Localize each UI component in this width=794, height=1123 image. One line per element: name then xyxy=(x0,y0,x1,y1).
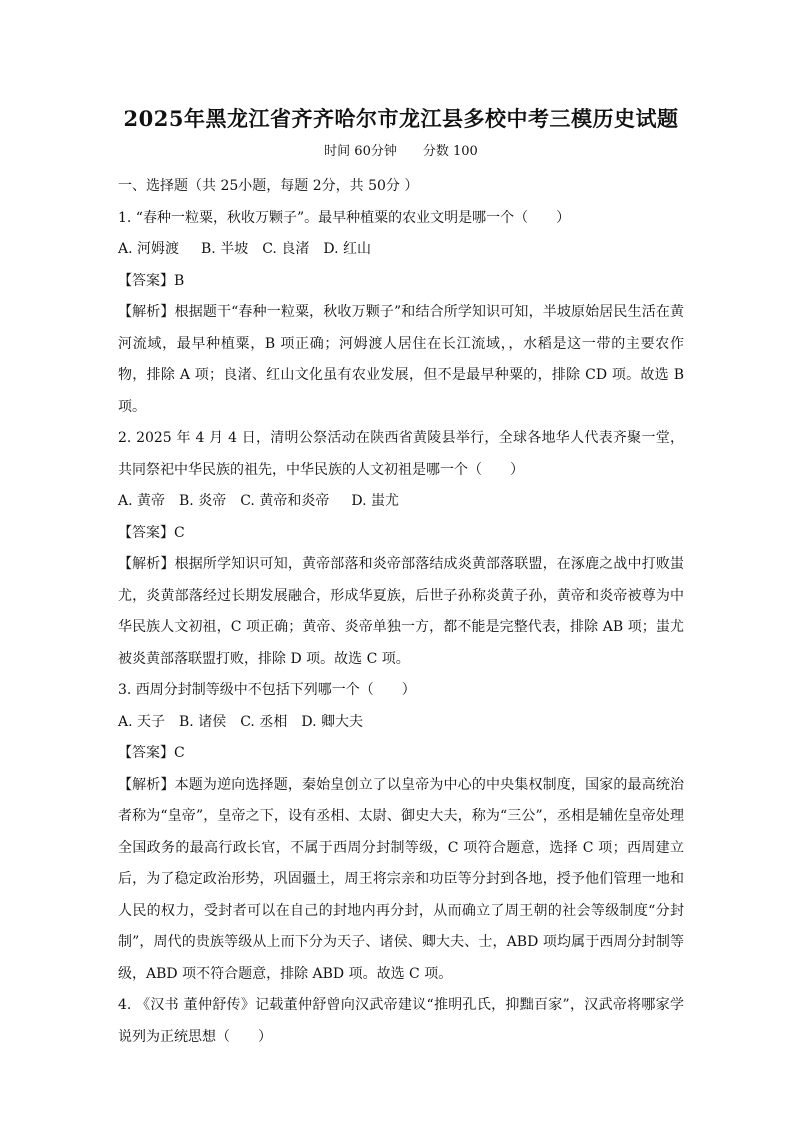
question-4 xyxy=(118,990,684,1053)
page-content xyxy=(118,106,684,1053)
question-2 xyxy=(118,423,684,675)
option-b: B. 诸侯 xyxy=(179,713,227,730)
question-options xyxy=(118,707,684,739)
exam-time: 时间 60分钟 xyxy=(324,144,397,159)
option-d: D. 卿大夫 xyxy=(301,713,363,730)
exam-meta xyxy=(118,142,684,162)
analysis: 【解析】根据题干“春种一粒粟，秋收万颗子”和结合所学知识可知，半坡原始居民生活在黄河流域，最早种植粟，B 项正确；河姆渡人居住在长江流域，，水稻是这一带的主要农作物，排除 A 项；良渚、红山文化虽有农业发展，但不是最早种粟的，排除 CD 项。故选 B 项。 xyxy=(118,304,684,415)
option-b: B. 半坡 xyxy=(201,241,249,257)
option-c: C. 良渚 xyxy=(262,241,310,257)
option-a: A. 天子 xyxy=(118,713,166,730)
question-options xyxy=(118,234,684,266)
question-options xyxy=(118,486,684,518)
option-d: D. 蚩尤 xyxy=(351,493,399,509)
question-stem: 2. 2025 年 4 月 4 日，清明公祭活动在陕西省黄陵县举行，全球各地华人代表齐聚一堂，共同祭祀中华民族的祖先，中华民族的人文初祖是哪一个（ ） xyxy=(118,430,684,478)
option-d: D. 红山 xyxy=(323,241,371,257)
answer: 【答案】C xyxy=(118,745,185,761)
analysis: 【解析】本题为逆向选择题，秦始皇创立了以皇帝为中心的中央集权制度，国家的最高统治者称为“皇帝”，皇帝之下，设有丞相、太尉、御史大夫，称为“三公”，丞相是辅佐皇帝处理全国政务的最高行政长官，不属于西周分封制等级，C 项符合题意，选择 C 项；西周建立后，为了稳定政治形势，巩固疆土，周王将宗亲和功臣等分封到各地，授予他们管理一地和人民的权力，受封者可以在自己的封地内再分封，从而确立了周王朝的社会等级制度“分封制”，周代的贵族等级从上而下分为天子、诸侯、卿大夫、士，ABD 项均属于西周分封制等级，ABD 项不符合题意，排除 ABD 项。故选 C 项。 xyxy=(118,776,684,982)
option-b: B. 炎帝 xyxy=(179,493,227,509)
section-heading: 一、选择题（共 25小题，每题 2分，共 50分 ） xyxy=(118,178,419,194)
question-stem: 4. 《汉书 董仲舒传》记载董仲舒曾向汉武帝建议“推明孔氏，抑黜百家”，汉武帝将哪家学说列为正统思想（ ） xyxy=(118,997,684,1045)
option-c: C. 丞相 xyxy=(240,713,288,730)
question-stem: 1. “春种一粒粟，秋收万颗子”。最早种植粟的农业文明是哪一个（ ） xyxy=(118,209,571,226)
option-c: C. 黄帝和炎帝 xyxy=(240,493,330,509)
option-a: A. 河姆渡 xyxy=(118,241,180,257)
page-title: 2025年黑龙江省齐齐哈尔市龙江县多校中考三模历史试题 xyxy=(123,106,679,131)
question-3 xyxy=(118,675,684,990)
exam-score: 分数 100 xyxy=(422,144,478,159)
analysis: 【解析】根据所学知识可知，黄帝部落和炎帝部落结成炎黄部落联盟，在涿鹿之战中打败蚩尤，炎黄部落经过长期发展融合，形成华夏族，后世子孙称炎黄子孙，黄帝和炎帝被尊为中华民族人文初祖，C 项正确；黄帝、炎帝单独一方，都不能是完整代表，排除 AB 项；蚩尤被炎黄部落联盟打败，排除 D 项。故选 C 项。 xyxy=(118,556,684,667)
question-stem: 3. 西周分封制等级中不包括下列哪一个（ ） xyxy=(118,682,416,698)
option-a: A. 黄帝 xyxy=(118,493,166,509)
answer: 【答案】C xyxy=(118,524,185,541)
question-1 xyxy=(118,203,684,424)
answer: 【答案】B xyxy=(118,272,185,289)
